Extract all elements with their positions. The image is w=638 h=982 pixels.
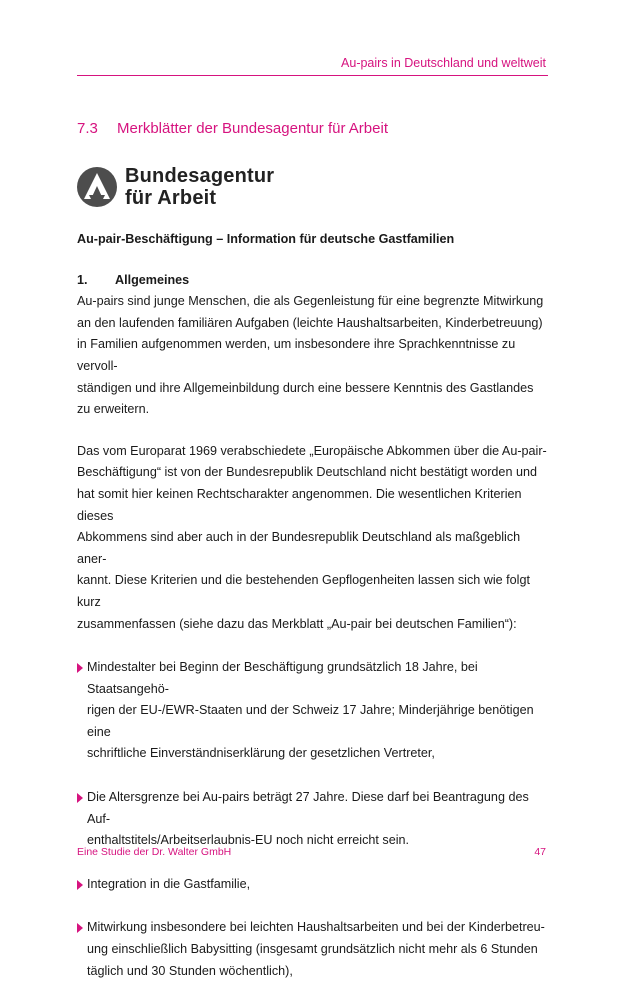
paragraph-line: kannt. Diese Kriterien und die bestehenden Gepflogenheiten lassen sich wie folgt kurz bbox=[77, 573, 530, 609]
paragraph-line: zusammenfassen (siehe dazu das Merkblatt „Au-pair bei deutschen Familien“): bbox=[77, 616, 517, 631]
section-heading bbox=[77, 120, 388, 137]
bullet-line: Die Altersgrenze bei Au-pairs beträgt 27 Jahre. Diese darf bei Beantragung des Auf- bbox=[87, 790, 529, 826]
bundesagentur-logo-icon bbox=[77, 167, 117, 207]
triangle-right-icon bbox=[77, 923, 83, 933]
bullet-line: ung einschließlich Babysitting (insgesamt grundsätzlich nicht mehr als 6 Stunden bbox=[87, 942, 538, 957]
bullet-line: täglich und 30 Stunden wöchentlich), bbox=[87, 963, 293, 978]
paragraph-2 bbox=[77, 441, 552, 635]
bullet-line: enthaltstitels/Arbeitserlaubnis-EU noch nicht erreicht sein. bbox=[87, 833, 409, 848]
bullet-line: schriftliche Einverständniserklärung der gesetzlichen Vertreter, bbox=[87, 746, 435, 761]
section-number: 7.3 bbox=[77, 120, 98, 137]
paragraph-line: an den laufenden familiären Aufgaben (leichte Haushaltsarbeiten, Kinderbetreuung) bbox=[77, 315, 543, 330]
bullet-item bbox=[77, 874, 552, 896]
page-number: 47 bbox=[534, 846, 546, 858]
subsection-heading bbox=[77, 270, 552, 292]
logo-wordmark bbox=[125, 165, 274, 209]
paragraph-line: Das vom Europarat 1969 verabschiedete „Europäische Abkommen über die Au-pair- bbox=[77, 443, 547, 458]
bullet-line: Integration in die Gastfamilie, bbox=[87, 876, 251, 891]
document-title: Au-pair-Beschäftigung – Information für deutsche Gastfamilien bbox=[77, 232, 455, 246]
logo-line-2: für Arbeit bbox=[125, 187, 217, 209]
subsection-number: 1. bbox=[77, 272, 88, 287]
logo-line-1: Bundesagentur bbox=[125, 165, 275, 187]
paragraph-line: zu erweitern. bbox=[77, 402, 150, 417]
paragraph-line: Beschäftigung“ ist von der Bundesrepublik Deutschland nicht bestätigt worden und bbox=[77, 465, 537, 480]
running-header: Au-pairs in Deutschland und weltweit bbox=[341, 56, 546, 70]
document-body bbox=[77, 229, 552, 982]
bullet-item bbox=[77, 657, 552, 765]
bullet-line: rigen der EU-/EWR-Staaten und der Schweiz 17 Jahre; Minderjährige benötigen eine bbox=[87, 703, 534, 739]
section-title: Merkblätter der Bundesagentur für Arbeit bbox=[117, 120, 388, 137]
paragraph-line: Abkommens sind aber auch in der Bundesrepublik Deutschland als maßgeblich aner- bbox=[77, 530, 521, 566]
bullet-line: Mitwirkung insbesondere bei leichten Haushaltsarbeiten und bei der Kinderbetreu- bbox=[87, 920, 545, 935]
paragraph-line: in Familien aufgenommen werden, um insbesondere ihre Sprachkenntnisse zu vervoll- bbox=[77, 337, 516, 373]
paragraph-line: Au-pairs sind junge Menschen, die als Gegenleistung für eine begrenzte Mitwirkung bbox=[77, 294, 544, 309]
triangle-right-icon bbox=[77, 793, 83, 803]
paragraph-1 bbox=[77, 291, 552, 421]
paragraph-line: ständigen und ihre Allgemeinbildung durch eine bessere Kenntnis des Gastlandes bbox=[77, 380, 534, 395]
bullet-item bbox=[77, 787, 552, 852]
bullet-item bbox=[77, 917, 552, 982]
paragraph-line: hat somit hier keinen Rechtscharakter angenommen. Die wesentlichen Kriterien dieses bbox=[77, 486, 522, 523]
triangle-right-icon bbox=[77, 880, 83, 890]
footer-publisher: Eine Studie der Dr. Walter GmbH bbox=[77, 846, 232, 858]
header-rule bbox=[77, 75, 548, 76]
subsection-title: Allgemeines bbox=[115, 272, 190, 287]
triangle-right-icon bbox=[77, 663, 83, 673]
bullet-line: Mindestalter bei Beginn der Beschäftigung grundsätzlich 18 Jahre, bei Staatsangehö- bbox=[87, 660, 478, 696]
